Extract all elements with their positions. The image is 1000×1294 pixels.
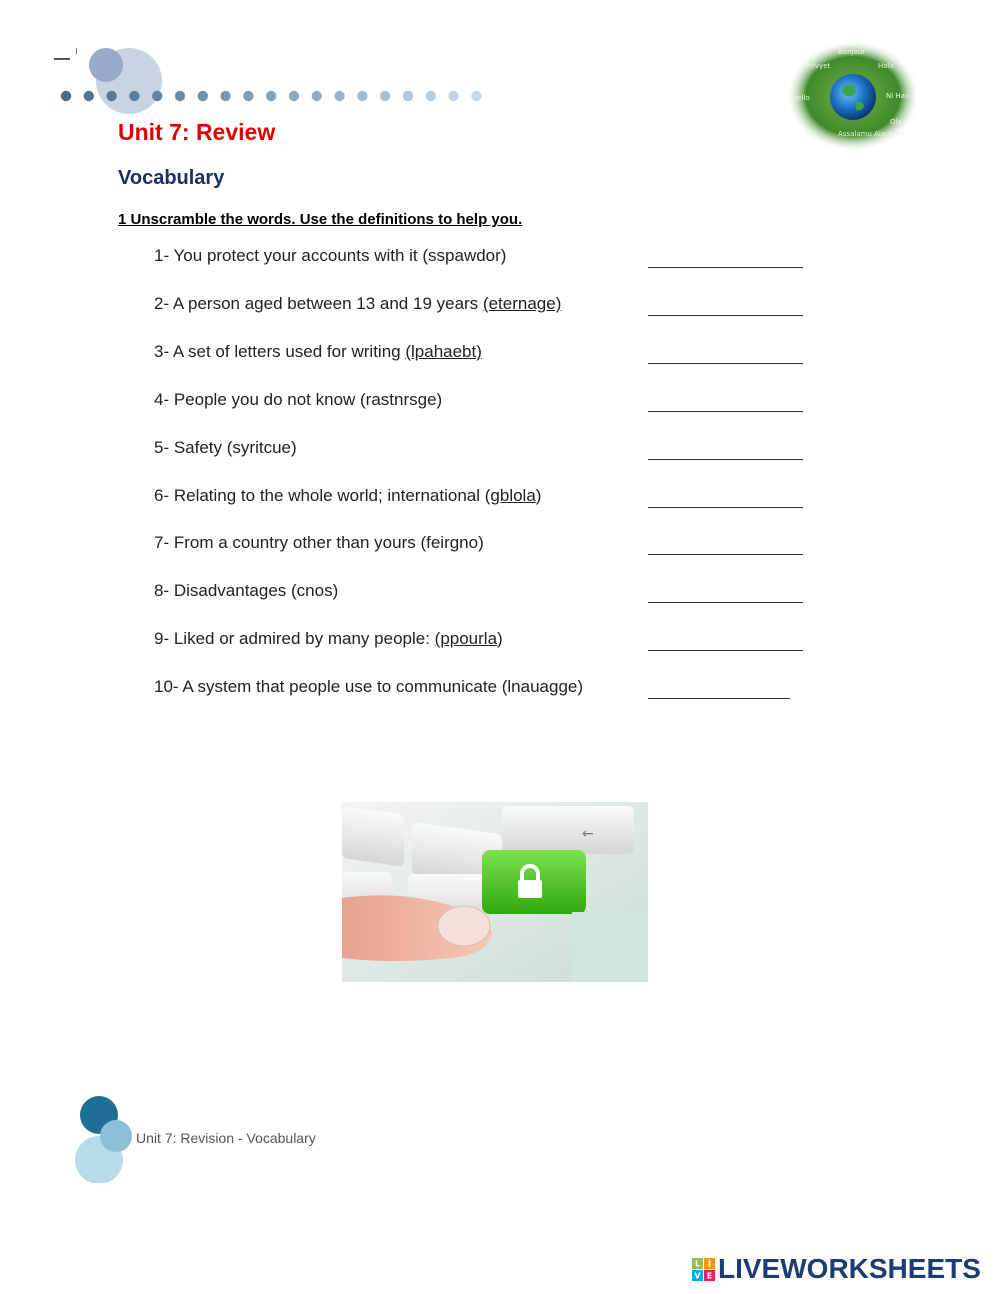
- item-scrambled-word: (lpahaebt): [405, 341, 482, 361]
- vocabulary-item: [154, 294, 561, 314]
- header-dot: [334, 91, 344, 101]
- item-definition: 9- Liked or admired by many people:: [154, 629, 435, 649]
- vocabulary-item: [154, 533, 484, 553]
- answer-blank[interactable]: [648, 315, 803, 316]
- page-title: Unit 7: Review: [118, 119, 276, 145]
- header-dot: [289, 91, 299, 101]
- item-definition: 3- A set of letters used for writing: [154, 341, 406, 361]
- globe-greeting-word: Ola: [890, 118, 902, 126]
- globe-greeting-word: Bonjour: [838, 48, 866, 56]
- item-scrambled-word: (eternage): [482, 293, 562, 313]
- logo-badge-letter: V: [694, 1271, 701, 1281]
- item-scrambled-word: (ppourla: [434, 629, 498, 649]
- globe-greeting-word: Ni Hao: [886, 92, 910, 100]
- header-dot: [312, 91, 322, 101]
- item-closing: ): [497, 629, 503, 649]
- vocabulary-item: [154, 246, 506, 266]
- answer-blank[interactable]: [648, 650, 803, 651]
- header-dot: [426, 91, 436, 101]
- vocabulary-item: [154, 342, 482, 362]
- answer-blank[interactable]: [648, 554, 803, 555]
- header-dot: [152, 91, 162, 101]
- vocabulary-item: [154, 438, 297, 458]
- header-dot-row: [60, 90, 490, 102]
- vocabulary-item: [154, 581, 338, 601]
- header-dot: [380, 91, 390, 101]
- globe-greeting-word: Hola: [878, 62, 894, 70]
- header-dot: [129, 91, 139, 101]
- header-tick: [76, 48, 77, 54]
- section-heading: Vocabulary: [118, 167, 225, 189]
- item-definition: 10- A system that people use to communicate (lnauagge): [154, 677, 584, 697]
- header-dot: [106, 91, 116, 101]
- globe-greeting-word: Hello: [792, 94, 810, 102]
- header-dot: [84, 91, 94, 101]
- vocabulary-item: [154, 486, 541, 506]
- item-closing: ): [535, 485, 542, 505]
- header-dot: [198, 91, 208, 101]
- footer-circle-mid: [100, 1120, 132, 1152]
- liveworksheets-brand: LIVEWORKSHEETS: [718, 1253, 981, 1284]
- header-dot: [175, 91, 185, 101]
- header-circle-small: [89, 48, 123, 82]
- item-definition: 7- From a country other than yours (feirgno): [154, 533, 484, 553]
- header-dot: [266, 91, 276, 101]
- header-dot: [220, 91, 230, 101]
- footer-mask: [60, 1183, 150, 1203]
- globe-greeting-word: Privyet: [806, 62, 831, 70]
- answer-blank[interactable]: [648, 411, 803, 412]
- answer-blank[interactable]: [648, 507, 803, 508]
- exercise-instruction: 1 Unscramble the words. Use the definitions to help you.: [118, 211, 523, 228]
- item-scrambled-word: gblola: [490, 485, 536, 505]
- header-dot: [448, 91, 458, 101]
- answer-blank[interactable]: [648, 267, 803, 268]
- earth-icon: [830, 74, 876, 120]
- header-dot: [357, 91, 367, 101]
- logo-badge-letter: I: [708, 1259, 711, 1269]
- item-definition: 2- A person aged between 13 and 19 years: [154, 293, 483, 313]
- item-definition: 8- Disadvantages (cnos): [154, 581, 339, 601]
- header-dot: [61, 91, 71, 101]
- liveworksheets-logo-icon: [692, 1258, 716, 1282]
- header-dash: [54, 58, 70, 60]
- item-definition: 6- Relating to the whole world; international (: [154, 485, 491, 505]
- answer-blank[interactable]: [648, 602, 803, 603]
- logo-badge-letter: E: [706, 1271, 713, 1281]
- vocabulary-item: [154, 677, 583, 697]
- header-dot: [471, 91, 481, 101]
- logo-badge-letter: L: [694, 1259, 701, 1269]
- answer-blank[interactable]: [648, 698, 790, 699]
- header-dot: [403, 91, 413, 101]
- item-definition: 4- People you do not know (rastnrsge): [154, 389, 443, 409]
- item-definition: 5- Safety (syritcue): [154, 437, 297, 457]
- svg-text:←: ←: [582, 826, 594, 842]
- answer-blank[interactable]: [648, 459, 803, 460]
- item-definition: 1- You protect your accounts with it (sspawdor): [154, 246, 507, 265]
- globe-greetings-image: [786, 40, 920, 152]
- answer-blank[interactable]: [648, 363, 803, 364]
- globe-greeting-word: Assalamu Alaykum: [838, 130, 905, 138]
- header-dot: [243, 91, 253, 101]
- vocabulary-item: [154, 629, 503, 649]
- vocabulary-item: [154, 390, 442, 410]
- footer-label: Unit 7: Revision - Vocabulary: [136, 1130, 316, 1146]
- keyboard-lock-key-image: [342, 802, 648, 982]
